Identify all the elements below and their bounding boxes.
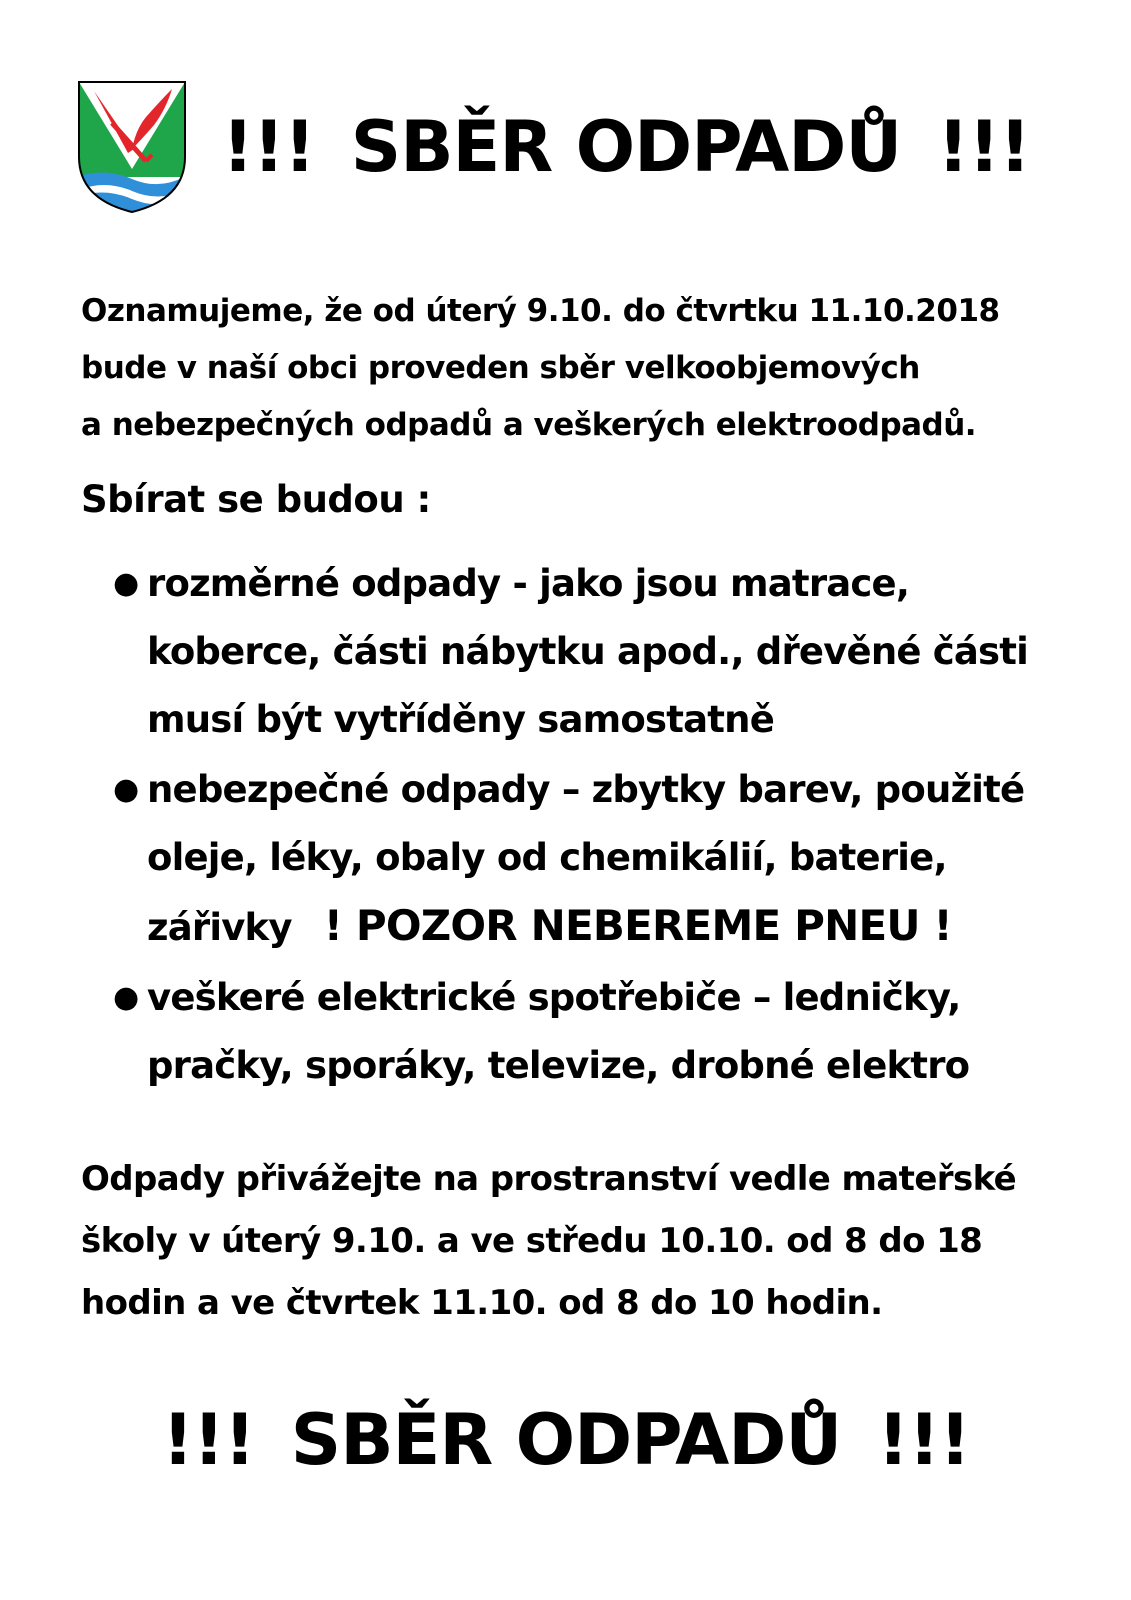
list-item: [113, 756, 1073, 962]
list-item-line: rozměrné odpady - jako jsou matrace,: [147, 562, 910, 605]
footer-title-text: SBĚR ODPADŮ: [290, 1399, 842, 1481]
bullet-icon: ●: [113, 980, 139, 1015]
collection-subheading: Sbírat se budou :: [81, 478, 431, 521]
list-item-line: koberce, části nábytku apod., dřevěné části: [147, 630, 1029, 673]
list-item-line-text: zářivky: [147, 906, 292, 949]
list-item-line: [147, 892, 1073, 962]
intro-line: bude v naší obci proveden sběr velkoobjemových: [81, 350, 920, 386]
intro-line: a nebezpečných odpadů a veškerých elektroodpadů.: [81, 407, 977, 443]
list-item-line: oleje, léky, obaly od chemikálií, baterie,: [147, 836, 947, 879]
bullet-icon: ●: [113, 772, 139, 807]
dropoff-line: Odpady přivážejte na prostranství vedle mateřské: [81, 1159, 1017, 1199]
dropoff-line: školy v úterý 9.10. a ve středu 10.10. od 8 do 18: [81, 1221, 983, 1261]
intro-line: Oznamujeme, že od úterý 9.10. do čtvrtku 11.10.2018: [81, 293, 1000, 329]
list-item-line: musí být vytříděny samostatně: [147, 698, 774, 741]
page-title: [222, 106, 1031, 188]
list-item: [113, 964, 1073, 1100]
tire-warning: ! POZOR NEBEREME PNEU !: [323, 901, 952, 950]
waste-list: [113, 550, 1073, 1102]
dropoff-paragraph: [81, 1148, 1041, 1334]
list-item-line: nebezpečné odpady – zbytky barev, použité: [147, 768, 1025, 811]
list-item-line: veškeré elektrické spotřebiče – ledničky,: [147, 976, 961, 1019]
title-exclamation-right: !!!: [937, 106, 1031, 188]
title-text: SBĚR ODPADŮ: [350, 106, 902, 188]
coat-of-arms-icon: [76, 79, 188, 215]
dropoff-line: hodin a ve čtvrtek 11.10. od 8 do 10 hodin.: [81, 1283, 883, 1323]
title-exclamation-left: !!!: [222, 106, 315, 188]
footer-exclamation-left: !!!: [162, 1399, 255, 1481]
bullet-icon: ●: [113, 566, 139, 601]
list-item: [113, 550, 1073, 754]
intro-paragraph: [81, 283, 1029, 454]
list-item-line: pračky, sporáky, televize, drobné elektro: [147, 1044, 970, 1087]
footer-exclamation-right: !!!: [877, 1399, 971, 1481]
footer-title: [162, 1399, 971, 1481]
